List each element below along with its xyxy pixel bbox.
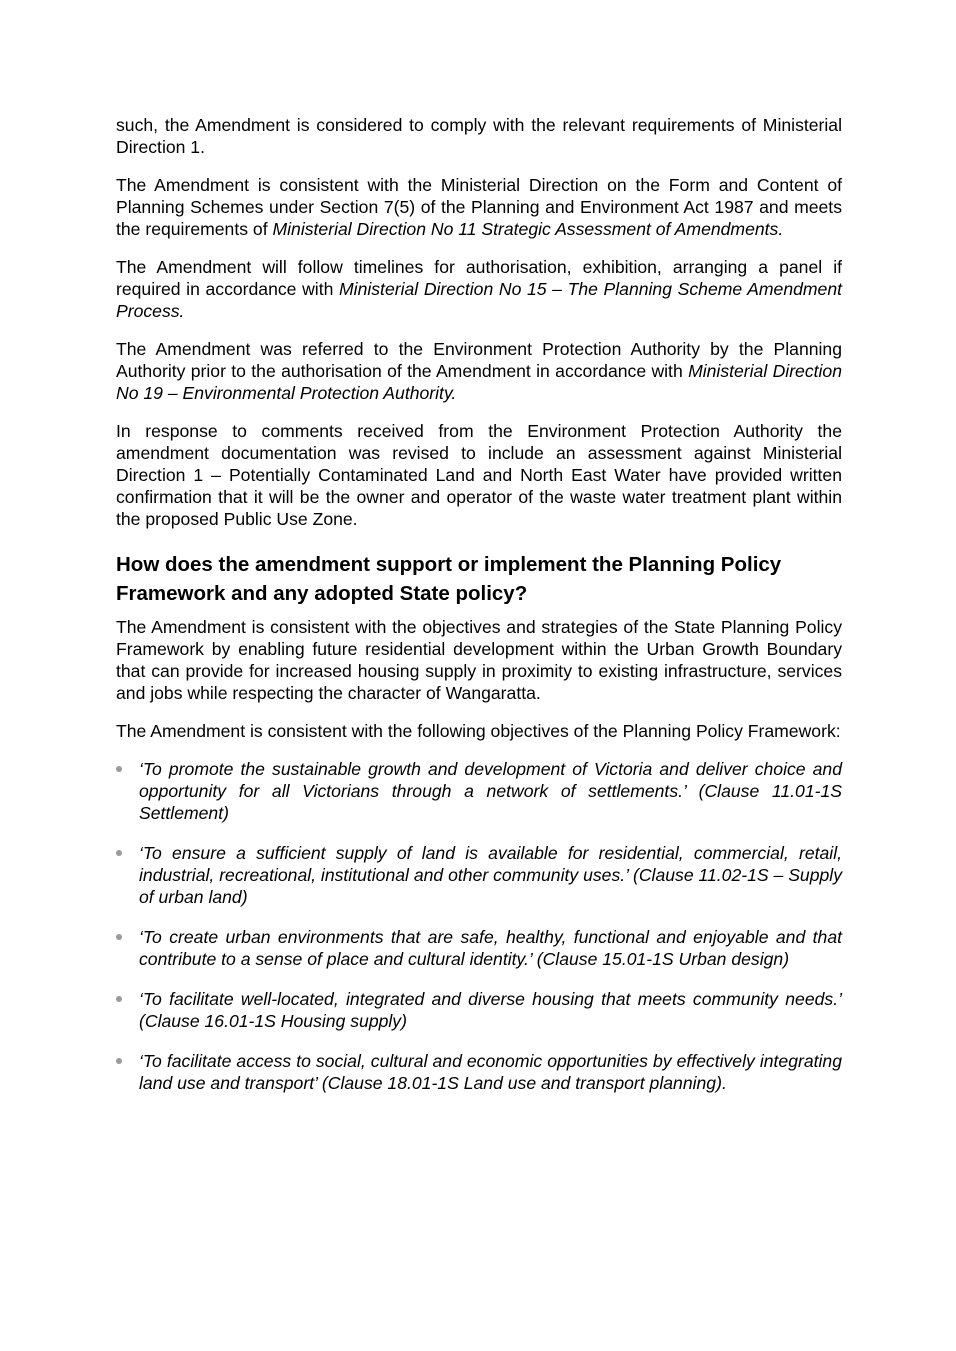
list-item-text: ‘To promote the sustainable growth and development of Victoria and deliver choice and opportunity for all Victorians through a network of settlements.’ (Clause 11.01-1S Settlement) [139,759,842,823]
list-item [116,1050,842,1094]
list-item-text: ‘To ensure a sufficient supply of land is available for residential, commercial, retail, industrial, recreational, institutional and other community uses.’ (Clause 11.02-1S – Supply of urban land) [139,843,842,907]
paragraph-ministerial-direction-19 [116,338,842,404]
paragraph-text: In response to comments received from the Environment Protection Authority the amendment documentation was revised to include an assessment against Ministerial Direction 1 – Potentially Contaminated Land and North East Water have provided written confirmation that it will be the owner and operator of the waste water treatment plant within the proposed Public Use Zone. [116,421,842,529]
document-page [116,114,842,1112]
bullet-icon [116,850,122,856]
list-item-text: ‘To create urban environments that are safe, healthy, functional and enjoyable and that contribute to a sense of place and cultural identity.’ (Clause 15.01-1S Urban design) [139,927,842,969]
bullet-icon [116,1058,122,1064]
paragraph-state-planning-policy [116,616,842,704]
list-item-text: ‘To facilitate access to social, cultural and economic opportunities by effectively integrating land use and transport’ (Clause 18.01-1S Land use and transport planning). [139,1051,842,1093]
list-item [116,988,842,1032]
paragraph-text: The Amendment is consistent with the objectives and strategies of the State Planning Policy Framework by enabling future residential development within the Urban Growth Boundary that can provide for increased housing supply in proximity to existing infrastructure, services and jobs while respecting the character of Wangaratta. [116,617,842,703]
list-item-text: ‘To facilitate well-located, integrated and diverse housing that meets community needs.’ (Clause 16.01-1S Housing supply) [139,989,842,1031]
paragraph-objectives-intro [116,720,842,742]
paragraph-italic-reference: Ministerial Direction No 15 – The Planning Scheme Amendment Process. [116,279,842,321]
section-heading: How does the amendment support or implement the Planning Policy Framework and any adopted State policy? [116,553,782,605]
bullet-icon [116,996,122,1002]
paragraph-text: The Amendment is consistent with the Ministerial Direction on the Form and Content of Planning Schemes under Section 7(5) of the Planning and Environment Act 1987 and meets the requirements of [116,175,842,239]
paragraph-text: The Amendment is consistent with the following objectives of the Planning Policy Framework: [116,721,841,741]
list-item [116,926,842,970]
paragraph-ministerial-direction-15 [116,256,842,322]
paragraph-text: such, the Amendment is considered to comply with the relevant requirements of Ministerial Direction 1. [116,115,842,157]
bullet-icon [116,766,122,772]
paragraph-text: The Amendment was referred to the Environment Protection Authority by the Planning Authority prior to the authorisation of the Amendment in accordance with [116,339,842,381]
bullet-icon [116,934,122,940]
objectives-list [116,758,842,1094]
list-item [116,842,842,908]
paragraph-italic-reference: Ministerial Direction No 19 – Environmental Protection Authority. [116,361,842,403]
list-item [116,758,842,824]
paragraph-italic-reference: Ministerial Direction No 11 Strategic Assessment of Amendments. [272,219,784,239]
paragraph-epa-response [116,420,842,530]
paragraph-ministerial-direction-1 [116,114,842,158]
paragraph-text: The Amendment will follow timelines for authorisation, exhibition, arranging a panel if required in accordance with [116,257,842,299]
paragraph-ministerial-direction-11 [116,174,842,240]
